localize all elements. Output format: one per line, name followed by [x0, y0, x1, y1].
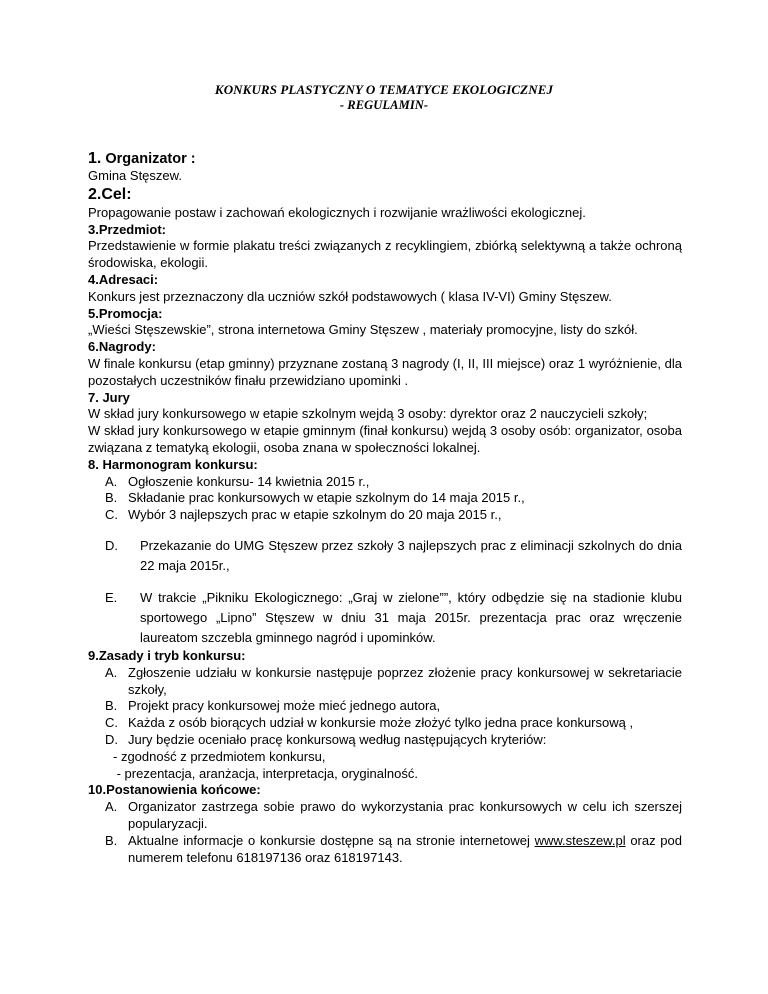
rules-item-text: Projekt pracy konkursowej może mieć jednego autora,: [128, 698, 441, 714]
page-title: KONKURS PLASTYCZNY O TEMATYCE EKOLOGICZNEJ: [214, 82, 554, 97]
section-10-heading: 10.Postanowienia końcowe:: [88, 782, 261, 798]
section-2-text: Propagowanie postaw i zachowań ekologicznych i rozwijanie wrażliwości ekologicznej.: [88, 204, 586, 220]
schedule-item-text: W trakcie „Pikniku Ekologicznego: „Graj w zielone””, który odbędzie się na stadionie klubu sportowego „Lipno” Stęszew w dniu 31 maja 2015r. prezentacja prac oraz wręczenie laureatom szczebla gminnego nagród i upominków.: [140, 589, 682, 645]
schedule-list: [88, 474, 682, 524]
schedule-list-continued: [88, 536, 682, 576]
section-8-heading: 8. Harmonogram konkursu:: [88, 456, 258, 472]
section-1-text: Gmina Stęszew.: [88, 168, 182, 183]
schedule-list-final: [88, 588, 682, 648]
section-1-number: 1.: [88, 150, 102, 167]
section-4-text: Konkurs jest przeznaczony dla uczniów szkół podstawowych ( klasa IV-VI) Gminy Stęszew.: [88, 288, 612, 304]
final-item-text: Organizator zastrzega sobie prawo do wykorzystania prac konkursowych w celu ich szerszej popularyzacji.: [128, 799, 682, 831]
document-body: [88, 150, 682, 866]
section-7-text-commune: W skład jury konkursowego w etapie gminnym (finał konkursu) wejdą 3 osoby osób: organizator, osoba związana z tematyką ekologii, osoba znana w społeczności lokalnej.: [88, 423, 682, 455]
section-3-heading: 3.Przedmiot:: [88, 221, 167, 237]
schedule-item-text: Przekazanie do UMG Stęszew przez szkoły 3 najlepszych prac z eliminacji szkolnych do dnia 22 maja 2015r.,: [140, 537, 682, 573]
section-1-title: Organizator :: [101, 151, 196, 167]
schedule-item-c: [88, 507, 682, 524]
section-7-heading: 7. Jury: [88, 389, 130, 405]
schedule-item-text: Składanie prac konkursowych w etapie szkolnym do 14 maja 2015 r.,: [128, 490, 525, 506]
rules-item-b: [88, 698, 682, 715]
list-marker: D.: [105, 537, 118, 553]
schedule-item-text: Ogłoszenie konkursu- 14 kwietnia 2015 r.,: [128, 473, 370, 489]
final-item-b: [88, 833, 682, 867]
section-5-heading: 5.Promocja:: [88, 305, 163, 321]
website-link[interactable]: www.steszew.pl: [534, 832, 626, 848]
final-item-text: Aktualne informacje o konkursie dostępne są na stronie internetowej: [128, 832, 535, 848]
rules-item-text: Każda z osób biorących udział w konkursie może złożyć tylko jedna prace konkursową ,: [128, 715, 634, 731]
rules-item-a: [88, 665, 682, 699]
list-marker: A.: [105, 799, 118, 815]
section-6-text: W finale konkursu (etap gminny) przyznane zostaną 3 nagrody (I, II, III miejsce) oraz 1 wyróżnienie, dla pozostałych uczestników finału przewidziano upominki .: [88, 355, 682, 388]
list-marker: B.: [105, 698, 118, 714]
criteria-item: - zgodność z przedmiotem konkursu,: [113, 748, 326, 764]
list-marker: B.: [105, 490, 118, 506]
section-4-heading: 4.Adresaci:: [88, 271, 159, 287]
final-item-text-phone: oraz pod numerem telefonu 618197136 oraz 618197143.: [128, 832, 682, 865]
list-marker: E.: [105, 589, 118, 605]
rules-item-c: [88, 715, 682, 732]
rules-item-d: [88, 732, 682, 749]
page-subtitle: - REGULAMIN-: [339, 98, 429, 112]
rules-list: [88, 665, 682, 749]
section-5-text: „Wieści Stęszewskie”, strona internetowa Gminy Stęszew , materiały promocyjne, listy do szkół.: [88, 322, 638, 338]
list-marker: C.: [105, 507, 118, 523]
section-7-text-school: W skład jury konkursowego w etapie szkolnym wejdą 3 osoby: dyrektor oraz 2 nauczycieli szkoły;: [88, 406, 648, 422]
list-marker: B.: [105, 832, 118, 848]
section-3-text: Przedstawienie w formie plakatu treści związanych z recyklingiem, zbiórką selektywną a także ochroną środowiska, ekologii.: [88, 238, 682, 271]
schedule-item-d: [88, 536, 682, 576]
section-1-heading: [88, 150, 682, 168]
criteria-item: - prezentacja, aranżacja, interpretacja, oryginalność.: [113, 765, 418, 781]
final-provisions-list: [88, 799, 682, 866]
rules-item-text: Jury będzie oceniało pracę konkursową według następujących kryteriów:: [128, 731, 547, 747]
schedule-item-b: [88, 490, 682, 507]
section-6-heading: 6.Nagrody:: [88, 339, 156, 355]
list-marker: A.: [105, 664, 118, 680]
list-marker: A.: [105, 473, 118, 489]
rules-item-text: Zgłoszenie udziału w konkursie następuje poprzez złożenie pracy konkursowej w sekretariacie szkoły,: [128, 664, 682, 697]
schedule-item-a: [88, 474, 682, 491]
section-2-heading: 2.Cel:: [88, 185, 132, 203]
list-marker: C.: [105, 715, 118, 731]
list-marker: D.: [105, 731, 118, 747]
schedule-item-e: [88, 588, 682, 648]
final-item-a: [88, 799, 682, 833]
schedule-item-text: Wybór 3 najlepszych prac w etapie szkolnym do 20 maja 2015 r.,: [128, 507, 502, 523]
section-9-heading: 9.Zasady i tryb konkursu:: [88, 647, 246, 663]
